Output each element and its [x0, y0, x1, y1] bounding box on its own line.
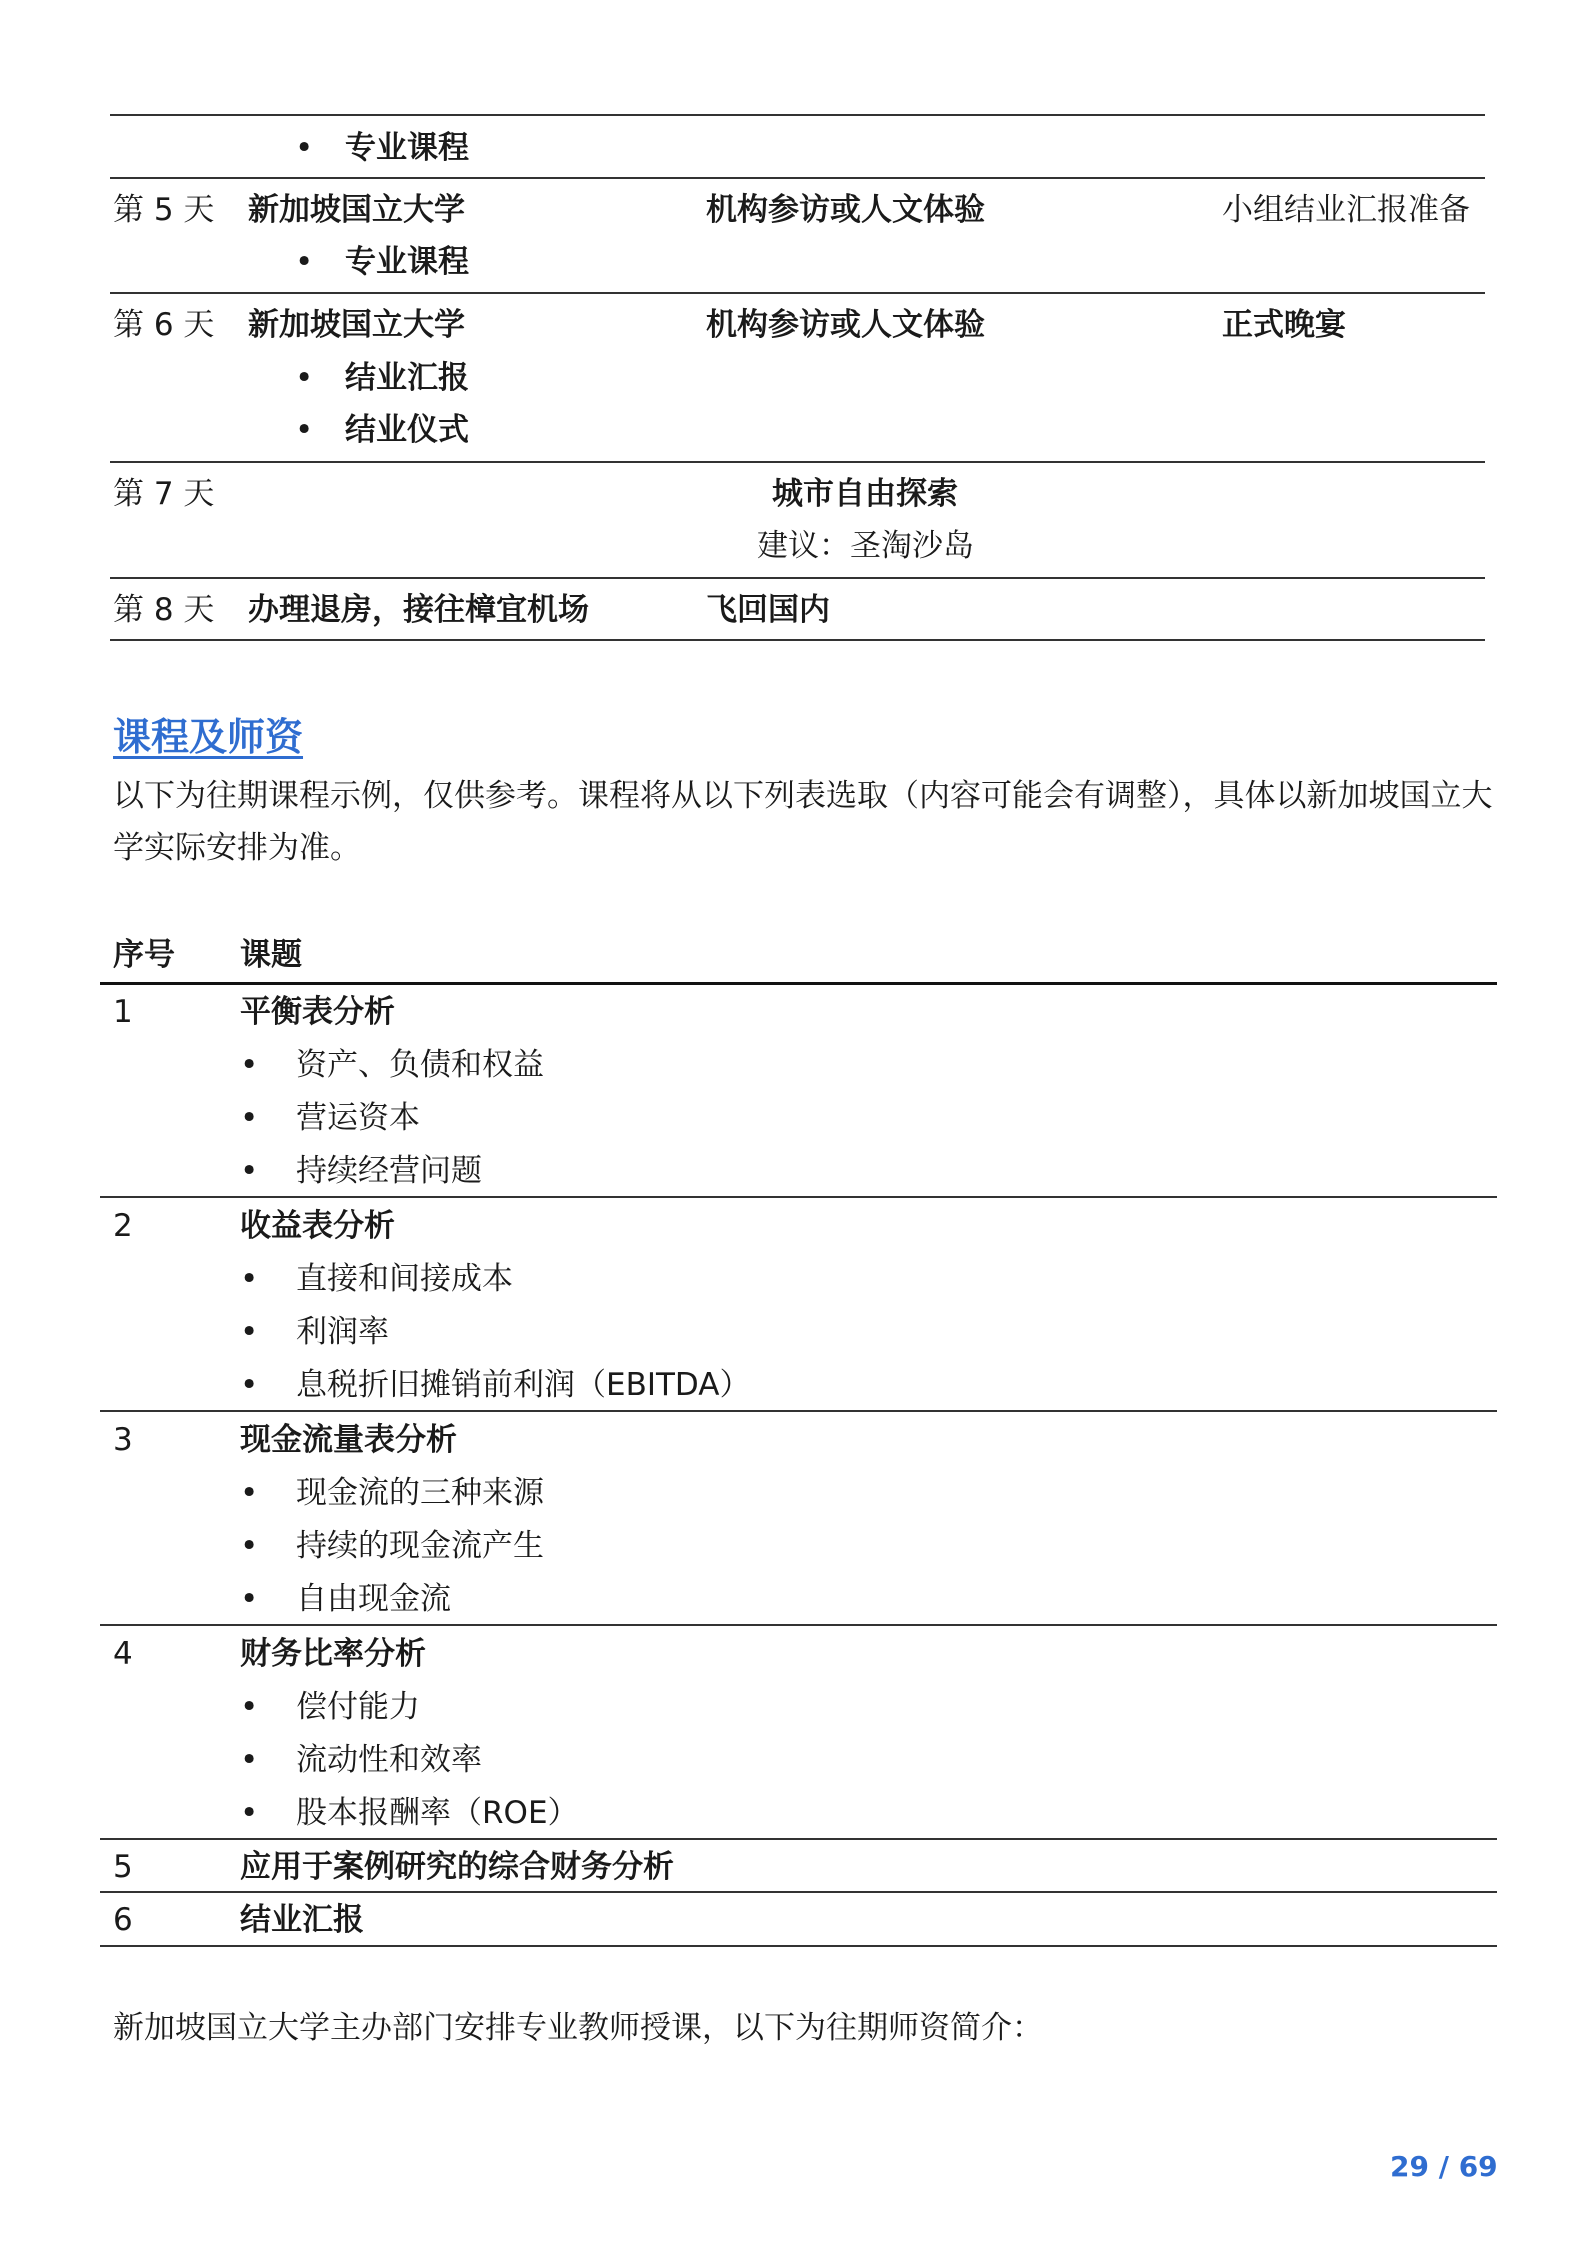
row-topic: 平衡表分析 — [240, 994, 395, 1030]
table-rule — [100, 1196, 1497, 1198]
table-rule — [110, 114, 1485, 116]
row-number: 4 — [113, 1636, 133, 1672]
bullet-icon: • — [240, 1314, 259, 1350]
table-rule — [100, 1410, 1497, 1412]
row-number: 5 — [113, 1849, 133, 1885]
afternoon-activity: 机构参访或人文体验 — [706, 307, 985, 343]
morning-activity: 办理退房，接往樟宜机场 — [248, 592, 589, 628]
table-rule — [110, 292, 1485, 294]
table-rule — [110, 639, 1485, 641]
instructor-intro: 新加坡国立大学主办部门安排专业教师授课，以下为往期师资简介： — [113, 2010, 1043, 2046]
bullet-icon: • — [240, 1047, 259, 1083]
bullet-icon: • — [295, 412, 314, 448]
bullet-icon: • — [240, 1367, 259, 1403]
morning-activity: 新加坡国立大学 — [248, 192, 465, 228]
evening-activity: 小组结业汇报准备 — [1222, 192, 1470, 228]
day-label: 第 6 天 — [113, 307, 215, 343]
row-number: 6 — [113, 1902, 133, 1938]
page-number: 29 / 69 — [1390, 2150, 1498, 2183]
bullet-icon: • — [240, 1153, 259, 1189]
row-number: 3 — [113, 1422, 133, 1458]
section-title: 课程及师资 — [113, 715, 304, 759]
table-rule — [100, 1891, 1497, 1893]
bullet-icon: • — [240, 1581, 259, 1617]
header-rule — [100, 982, 1497, 985]
row-number: 1 — [113, 994, 133, 1030]
bullet-icon: • — [240, 1795, 259, 1831]
header-topic: 课题 — [240, 937, 302, 973]
bullet-icon: • — [240, 1261, 259, 1297]
bullet-icon: • — [295, 360, 314, 396]
table-rule — [100, 1945, 1497, 1947]
bullet-icon: • — [240, 1689, 259, 1725]
bullet-icon: • — [240, 1100, 259, 1136]
day-label: 第 7 天 — [113, 476, 215, 512]
bullet-icon: • — [240, 1475, 259, 1511]
row-topic: 应用于案例研究的综合财务分析 — [240, 1849, 674, 1885]
row-number: 2 — [113, 1208, 133, 1244]
afternoon-activity: 飞回国内 — [706, 592, 830, 628]
table-rule — [110, 577, 1485, 579]
bullet-icon: • — [295, 244, 314, 280]
free-explore-title: 城市自由探索 — [772, 476, 958, 512]
day-label: 第 8 天 — [113, 592, 215, 628]
day-label: 第 5 天 — [113, 192, 215, 228]
bullet-icon: • — [295, 130, 314, 166]
header-number: 序号 — [113, 937, 175, 973]
bullet-icon: • — [240, 1528, 259, 1564]
table-rule — [110, 461, 1485, 463]
table-rule — [100, 1624, 1497, 1626]
row-topic: 财务比率分析 — [240, 1636, 426, 1672]
row-topic: 收益表分析 — [240, 1208, 395, 1244]
section-intro: 以下为往期课程示例，仅供参考。课程将从以下列表选取（内容可能会有调整），具体以新加坡国立大学实际安排为准。 — [113, 778, 1493, 866]
table-rule — [110, 177, 1485, 179]
table-rule — [100, 1838, 1497, 1840]
morning-activity: 新加坡国立大学 — [248, 307, 465, 343]
row-topic: 结业汇报 — [240, 1902, 364, 1938]
evening-activity: 正式晚宴 — [1222, 307, 1346, 343]
bullet-icon: • — [240, 1742, 259, 1778]
row-topic: 现金流量表分析 — [240, 1422, 457, 1458]
free-explore-note: 建议：圣淘沙岛 — [757, 528, 974, 564]
afternoon-activity: 机构参访或人文体验 — [706, 192, 985, 228]
